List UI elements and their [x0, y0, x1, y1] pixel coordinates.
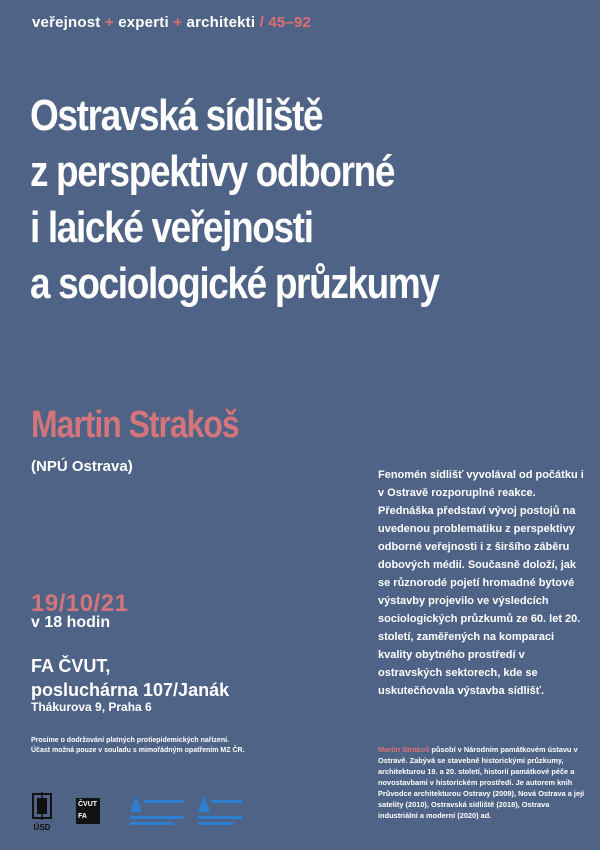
series-plus-2: + [173, 14, 183, 31]
covid-notice [31, 736, 281, 756]
lecture-abstract: Fenomén sídlišť vyvolával od počátku i v Ostravě rozporuplné reakce. Přednáška představí vývoj postojů na uvedenou problematiku z perspektivy odborné veřejnosti i z širšího záběru dobových médií. Současně doloží, jak se různorodé pojetí hromadné bytové výstavby projevilo ve výsledcích sociologických průzkumů ze 60. let 20. století, zaměřených na komparaci kvality obytného prostředí v ostravských sektorech, kde se uskutečňovala výstavba sídlišť. [378, 469, 584, 697]
speaker-bio [378, 744, 588, 821]
lecture-title [30, 88, 568, 312]
series-plus-1: + [104, 14, 114, 31]
a-mark-icon [196, 794, 256, 828]
fa-label: FA [78, 813, 87, 820]
architects-logo-1 [128, 794, 188, 828]
title-line: Ostravská sídliště [30, 91, 323, 140]
title-line: z perspektivy odborné [30, 147, 395, 196]
cvut-label: ČVUT [78, 801, 98, 808]
title-line: a sociologické průzkumy [30, 259, 439, 308]
partner-logos [28, 792, 358, 832]
architects-logo-2 [196, 794, 256, 828]
series-part-experts: experti [118, 14, 169, 31]
venue-address: Thákurova 9, Praha 6 [31, 700, 152, 714]
usd-logo [28, 792, 56, 832]
event-date: 19/10/21 [31, 590, 129, 617]
series-range: 45–92 [268, 14, 312, 31]
bio-text: působí v Národním památkovém ústavu v Ostravě. Zabývá se stavebně historickými průzkumy, architekturou 19. a 20. století, historií památkové péče a novostavbami v historickém prostředí. Je autorem knih Průvodce architekturou Ostravy (2009), Nová Ostrava a její satelity (2010), Ostravská sídliště (2018), Ostrava industriální a moderní (2020) ad. [378, 745, 585, 820]
a-mark-icon [128, 794, 188, 828]
series-header [32, 14, 311, 31]
speaker-name: Martin Strakoš [31, 404, 239, 446]
speaker-affiliation: (NPÚ Ostrava) [31, 458, 133, 475]
series-slash: / [259, 14, 264, 31]
series-part-public: veřejnost [32, 14, 101, 31]
bio-name: Martin Strakoš [378, 745, 430, 754]
notice-line-1: Prosíme o dodržování platných protiepidemických nařízení. [31, 737, 229, 744]
notice-line-2: Účast možná pouze v souladu s mimořádným opatřením MZ ČR. [31, 747, 245, 754]
cvut-logo [76, 798, 100, 824]
usd-emblem-icon [28, 792, 56, 832]
event-time: v 18 hodin [31, 614, 111, 631]
title-line: i laické veřejnosti [30, 203, 313, 252]
venue-line-1: FA ČVUT, [31, 656, 111, 676]
usd-label: ÚSD [33, 823, 51, 832]
series-part-architects: architekti [186, 14, 256, 31]
venue-line-2: posluchárna 107/Janák [31, 680, 230, 700]
event-venue [31, 654, 229, 702]
